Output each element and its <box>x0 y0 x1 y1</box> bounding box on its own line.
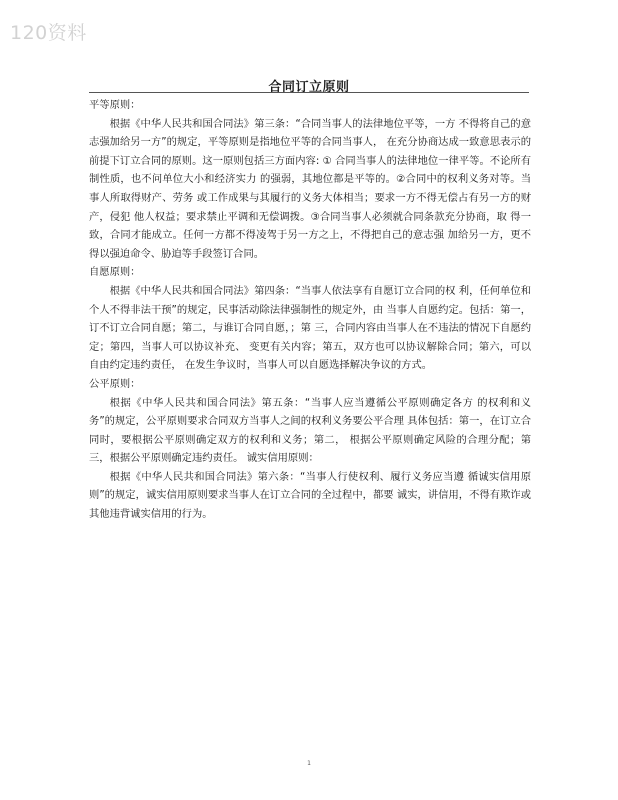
paragraph-good-faith: 根据《中华人民共和国合同法》第六条：“当事人行使权利、履行义务应当遵 循诚实信用原则”的规定，诚实信用原则要求当事人在订立合同的全过程中，都要 诚实，讲信用，不得有欺诈或其他违背诚实信用的行为。 <box>89 470 531 521</box>
section-heading-voluntariness: 自愿原则： <box>89 266 141 279</box>
section-heading-fairness: 公平原则： <box>89 377 141 390</box>
page-number: 1 <box>307 760 311 767</box>
paragraph-fairness: 根据《中华人民共和国合同法》第五条：“当事人应当遵循公平原则确定各方 的权利和义务”的规定，公平原则要求合同双方当事人之间的权利义务要公平合理 具体包括：第一，在订立合同时，要根据公平原则确定双方的权利和义务；第二， 根据公平原则确定风险的合理分配；第三，根据公平原则确定违约责任。 诚实信用原则： <box>89 396 531 465</box>
section-heading-equality: 平等原则： <box>89 99 141 111</box>
title-divider <box>89 92 529 93</box>
document-body <box>89 96 531 524</box>
paragraph-voluntariness: 根据《中华人民共和国合同法》第四条：“当事人依法享有自愿订立合同的权 利，任何单位和个人不得非法干预”的规定，民事活动除法律强制性的规定外，由 当事人自愿约定。包括：第一，订不订立合同自愿；第二，与谁订合同自愿，；第 三，合同内容由当事人在不违法的情况下自愿约定；第四，当事人可以协议补充、 变更有关内容；第五，双方也可以协议解除合同；第六，可以自由约定违约责任， 在发生争议时，当事人可以自愿选择解决争议的方式。 <box>89 284 531 372</box>
paragraph-equality: 根据《中华人民共和国合同法》第三条：“合同当事人的法律地位平等，一方 不得将自己的意志强加给另一方”的规定，平等原则是指地位平等的合同当事人， 在充分协商达成一致意思表示的前提下订立合同的原则。这一原则包括三方面内容: ① 合同当事人的法律地位一律平等。不论所有制性质，也不问单位大小和经济实力 的强弱，其地位都是平等的。②合同中的权利义务对等。当事人所取得财产、劳务 或工作成果与其履行的义务大体相当；要求一方不得无偿占有另一方的财产，侵犯 他人权益；要求禁止平调和无偿调拨。③合同当事人必须就合同条款充分协商，取 得一致，合同才能成立。任何一方都不得凌驾于另一方之上，不得把自己的意志强 加给另一方，更不得以强迫命令、胁迫等手段签订合同。 <box>89 117 531 260</box>
watermark-logo: 120资料 <box>10 22 87 44</box>
page-title: 合同订立原则 <box>268 80 350 95</box>
